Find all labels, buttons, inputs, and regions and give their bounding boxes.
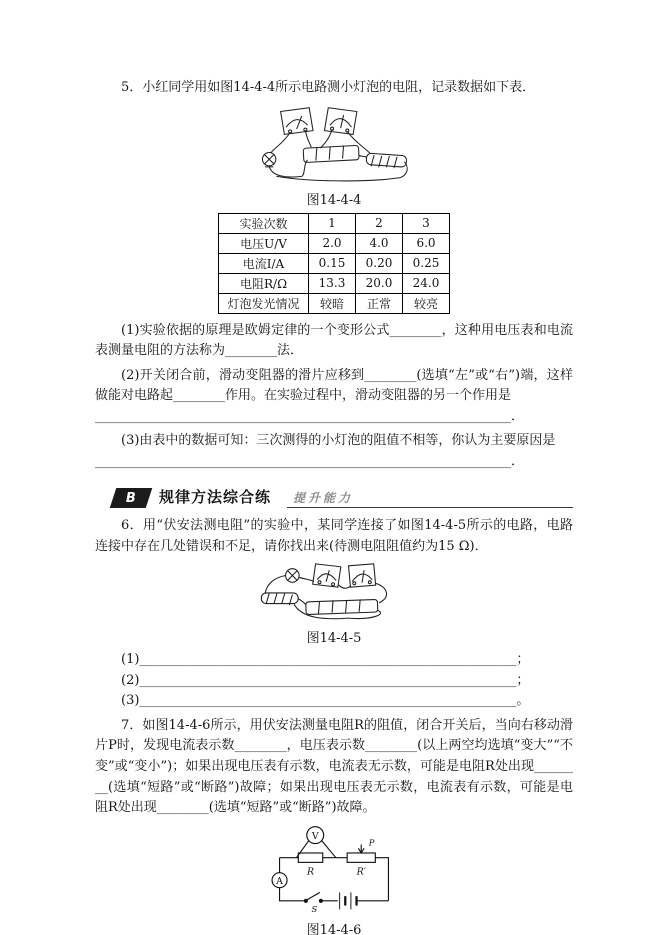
resistor-r-label: R (306, 866, 315, 878)
table-row (219, 213, 450, 233)
table-row (219, 273, 450, 293)
resistor-r-icon (298, 853, 322, 862)
table-cell: 正常 (356, 293, 403, 313)
table-cell: 13.3 (309, 273, 356, 293)
circuit-sketch-14-4-5-icon (253, 560, 415, 622)
rheostat-sketch-icon (261, 593, 298, 605)
switch-icon (304, 892, 322, 902)
table-row (219, 293, 450, 313)
answer-blank-line: (1)__________________________________________________________； (121, 652, 530, 668)
question-5-text: 5．小红同学用如图14-4-4所示电路测小灯泡的电阻，记录数据如下表． (121, 80, 536, 95)
table-cell: 0.20 (356, 253, 403, 273)
figure-14-4-5 (95, 560, 573, 646)
slider-p-label: P (368, 837, 375, 848)
switch-s-label: S (311, 903, 318, 914)
rheostat-label: R′ (356, 866, 366, 878)
table-row (219, 253, 450, 273)
table-cell: 1 (309, 213, 356, 233)
voltmeter-sketch-icon (281, 107, 313, 134)
battery-icon (340, 892, 357, 909)
table-cell: 6.0 (403, 233, 450, 253)
table-cell: 2 (356, 213, 403, 233)
banner-rule (287, 490, 573, 508)
banner-subtitle: 提升能力 (293, 491, 354, 506)
circuit-sketch-14-4-4-icon (248, 102, 420, 184)
q5-results-table (218, 213, 450, 314)
table-cell: 灯泡发光情况 (219, 293, 309, 313)
question-7-text: 7．如图14-4-6所示，用伏安法测量电阻R的阻值，闭合开关后，当向右移动滑片P时，发现电流表示数________，电压表示数________(以上两空均选填“变大”“不变”或“变小”)；如果出现电压表有示数，电流表无示数，可能是电阻R处出现________(选填“短路”或“断路”)故障；如果出现电压表无示数，电流表有示数，可能是电阻R处出现________(选填“短路”或“断路”)故障。 (95, 717, 573, 816)
table-cell: 20.0 (356, 273, 403, 293)
question-6-text: 6．用“伏安法测电阻”的实验中，某同学连接了如图14-4-5所示的电路，电路连接中存在几处错误和不足，请你找出来(待测电阻阻值约为15 Ω)． (95, 518, 573, 554)
answer-blank-line: (3)__________________________________________________________。 (121, 693, 530, 709)
wire (375, 857, 388, 900)
figure-14-4-6 (95, 822, 573, 935)
table-cell: 3 (403, 213, 450, 233)
table-cell: 电压U/V (219, 233, 309, 253)
section-banner (95, 484, 573, 508)
answer-blank-line: ________________________________________________________________． (95, 453, 524, 469)
banner-logo-icon (110, 488, 152, 508)
table-cell: 2.0 (309, 233, 356, 253)
figure-14-4-5-caption: 图14-4-5 (306, 631, 362, 647)
table-cell: 较亮 (403, 293, 450, 313)
ammeter-sketch-icon (324, 107, 356, 134)
q5-part2-text: (2)开关闭合前，滑动变阻器的滑片应移到________(选填“左”或“右”)端，这样做能对电路起________作用。在实验过程中，滑动变阻器的另一个作用是 (95, 367, 573, 404)
q5-part1-text: (1)实验依据的原理是欧姆定律的一个变形公式________，这种用电压表和电流表测量电阻的方法称为________法． (95, 322, 573, 359)
banner-logo-letter: B (126, 490, 136, 506)
voltmeter-sketch-icon (313, 564, 341, 587)
ammeter-label: A (276, 875, 283, 887)
table-cell: 24.0 (403, 273, 450, 293)
figure-14-4-4 (95, 102, 573, 208)
table-cell: 电阻R/Ω (219, 273, 309, 293)
battery-sketch-icon (306, 600, 378, 615)
table-cell: 较暗 (309, 293, 356, 313)
banner-title: 规律方法综合练 (159, 488, 272, 507)
table-cell: 0.15 (309, 253, 356, 273)
battery-sketch-icon (303, 145, 359, 162)
bulb-sketch-icon (262, 152, 275, 166)
figure-14-4-4-caption: 图14-4-4 (306, 192, 362, 208)
table-cell: 4.0 (356, 233, 403, 253)
answer-blank-line: ________________________________________________________________． (95, 408, 524, 424)
rheostat-sketch-icon (366, 153, 407, 168)
table-cell: 0.25 (403, 253, 450, 273)
bulb-sketch-icon (286, 569, 300, 583)
ammeter-sketch-icon (349, 564, 376, 587)
circuit-schematic-14-4-6-icon (252, 822, 416, 914)
q5-part3-text: (3)由表中的数据可知：三次测得的小灯泡的阻值不相等，你认为主要原因是 (121, 433, 556, 449)
table-cell: 实验次数 (219, 213, 309, 233)
answer-blank-line: (2)__________________________________________________________； (121, 672, 530, 688)
wires-sketch-icon (269, 129, 407, 180)
table-row (219, 233, 450, 253)
wire (280, 887, 304, 900)
voltmeter-label: V (311, 830, 319, 842)
table-cell: 电流I/A (219, 253, 309, 273)
figure-14-4-6-caption: 图14-4-6 (306, 922, 362, 935)
